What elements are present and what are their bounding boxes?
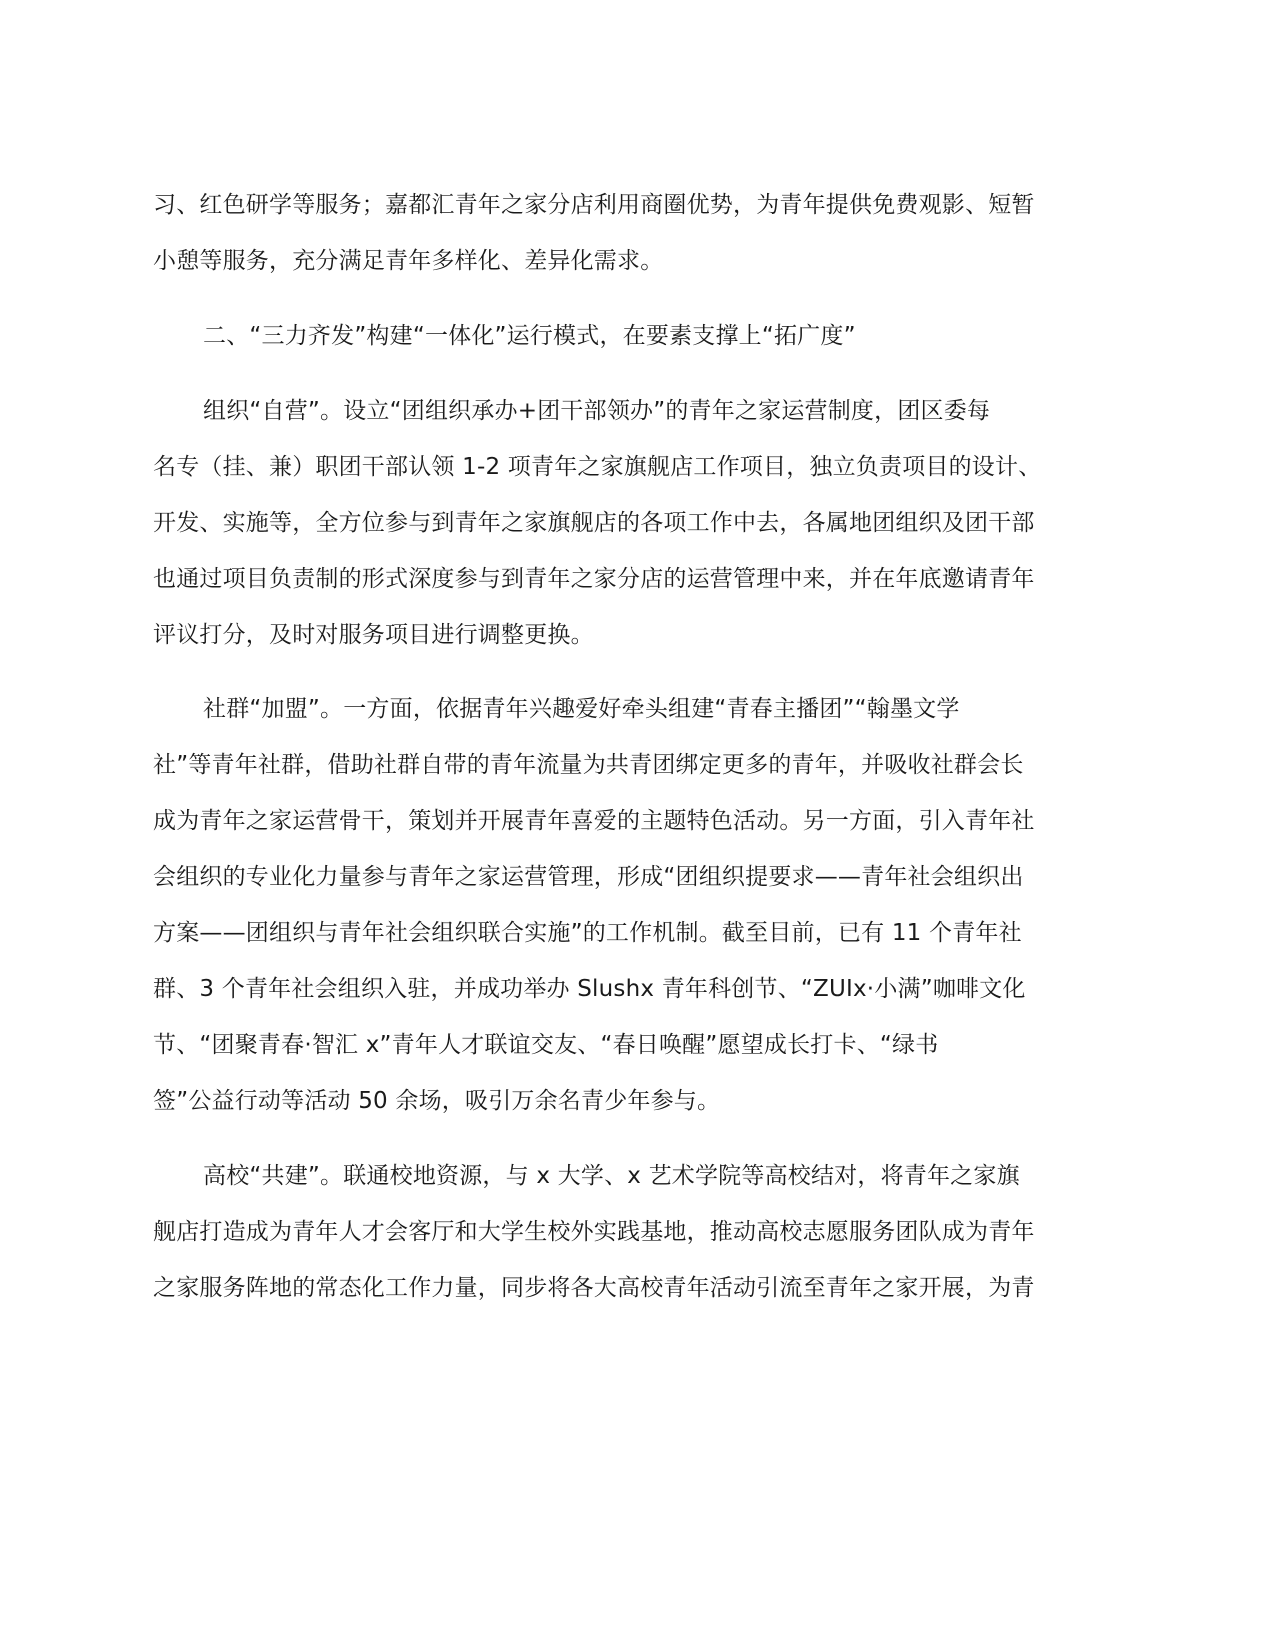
text-line: 社”等青年社群，借助社群自带的青年流量为共青团绑定更多的青年，并吸收社群会长 [153,752,1024,778]
text-line: 习、红色研学等服务；嘉都汇青年之家分店利用商圈优势，为青年提供免费观影、短暂 [153,192,1035,218]
text-line: 群、3 个青年社会组织入驻，并成功举办 Slushx 青年科创节、“ZUIx·小满”咖啡文化 [153,976,1026,1002]
text-line: 高校“共建”。联通校地资源，与 x 大学、x 艺术学院等高校结对，将青年之家旗 [203,1163,1020,1189]
section-heading: 二、“三力齐发”构建“一体化”运行模式，在要素支撑上“拓广度” [203,323,856,349]
text-line: 签”公益行动等活动 50 余场，吸引万余名青少年参与。 [153,1088,721,1114]
text-line: 舰店打造成为青年人才会客厅和大学生校外实践基地，推动高校志愿服务团队成为青年 [153,1219,1035,1245]
text-line: 会组织的专业化力量参与青年之家运营管理，形成“团组织提要求——青年社会组织出 [153,864,1024,890]
text-line: 之家服务阵地的常态化工作力量，同步将各大高校青年活动引流至青年之家开展，为青 [153,1275,1035,1301]
text-line: 也通过项目负责制的形式深度参与到青年之家分店的运营管理中来，并在年底邀请青年 [153,566,1035,592]
text-line: 节、“团聚青春·智汇 x”青年人才联谊交友、“春日唤醒”愿望成长打卡、“绿书 [153,1032,939,1058]
text-line: 开发、实施等，全方位参与到青年之家旗舰店的各项工作中去，各属地团组织及团干部 [153,510,1035,536]
text-line: 评议打分，及时对服务项目进行调整更换。 [153,622,594,648]
text-line: 小憩等服务，充分满足青年多样化、差异化需求。 [153,248,664,274]
text-line: 名专（挂、兼）职团干部认领 1-2 项青年之家旗舰店工作项目，独立负责项目的设计、 [153,454,1042,480]
text-line: 成为青年之家运营骨干，策划并开展青年喜爱的主题特色活动。另一方面，引入青年社 [153,808,1035,834]
text-line: 组织“自营”。设立“团组织承办+团干部领办”的青年之家运营制度，团区委每 [203,398,991,424]
text-line: 方案——团组织与青年社会组织联合实施”的工作机制。截至目前，已有 11 个青年社 [153,920,1022,946]
text-line: 社群“加盟”。一方面，依据青年兴趣爱好牵头组建“青春主播团”“翰墨文学 [203,696,960,722]
